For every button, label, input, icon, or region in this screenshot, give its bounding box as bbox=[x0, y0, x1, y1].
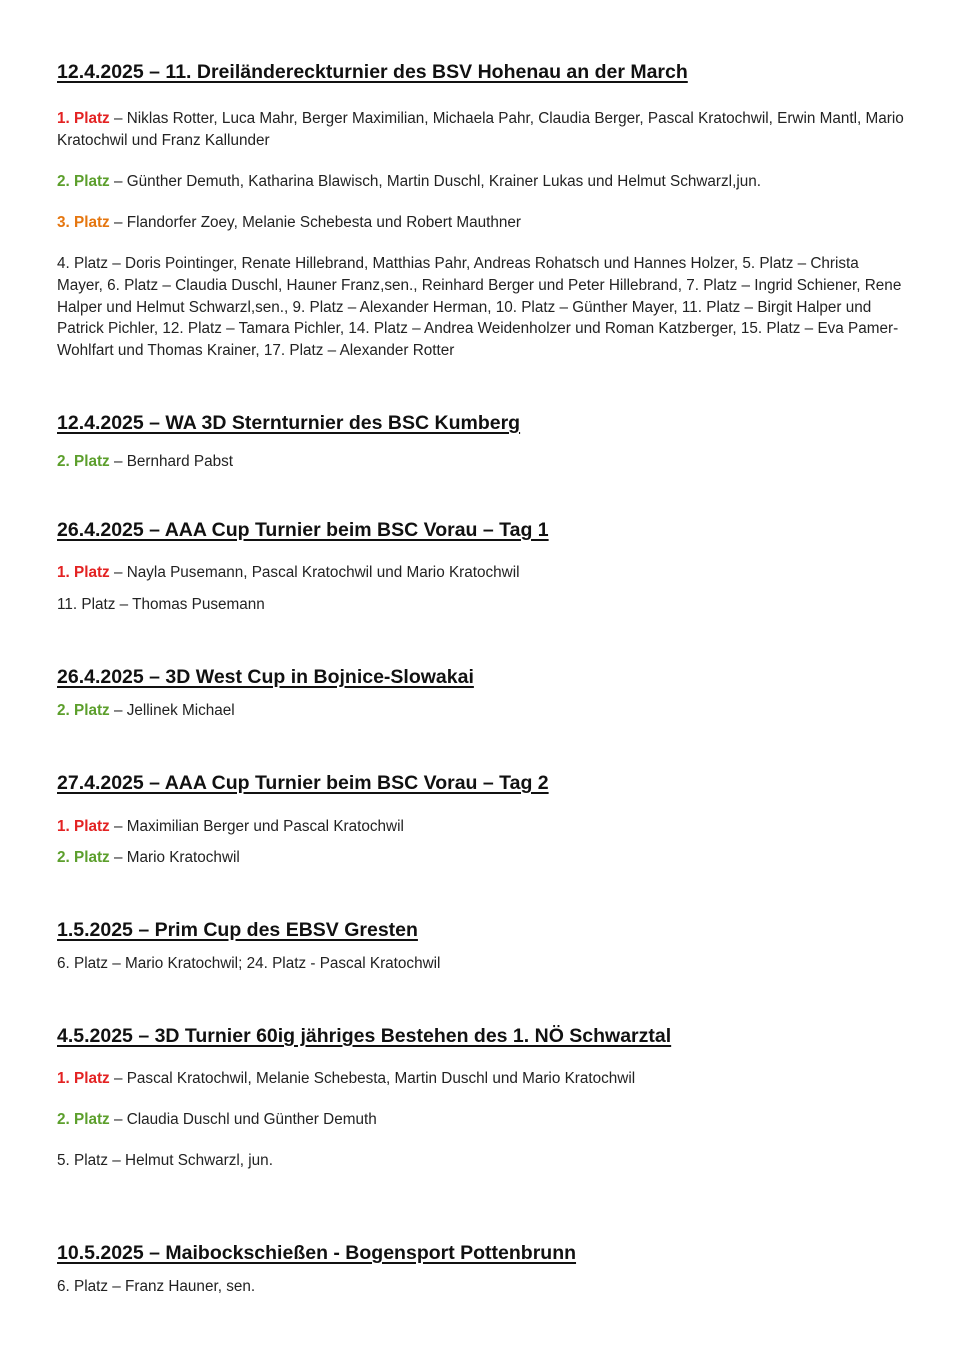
place-label: 2. Platz bbox=[57, 1111, 110, 1128]
tournament-heading: 12.4.2025 – WA 3D Sternturnier des BSC Kumberg bbox=[57, 412, 521, 434]
tournament-heading: 12.4.2025 – 11. Dreiländereckturnier des BSV Hohenau an der March bbox=[57, 61, 688, 83]
tournament-section bbox=[57, 411, 907, 470]
result-line-third bbox=[57, 212, 907, 234]
tournament-section bbox=[57, 665, 907, 719]
tournament-section bbox=[57, 918, 907, 972]
place-label: 1. Platz bbox=[57, 818, 110, 835]
tournament-heading: 26.4.2025 – 3D West Cup in Bojnice-Slowakai bbox=[57, 666, 474, 688]
place-label: 2. Platz bbox=[57, 702, 110, 719]
tournament-section bbox=[57, 60, 907, 360]
participants: – Niklas Rotter, Luca Mahr, Berger Maximilian, Michaela Pahr, Claudia Berger, Pascal Kratochwil, Erwin Mantl, Mario Kratochwil und Franz Kallunder bbox=[57, 110, 904, 149]
participants: – Mario Kratochwil bbox=[109, 849, 240, 866]
tournament-heading: 26.4.2025 – AAA Cup Turnier beim BSC Vorau – Tag 1 bbox=[57, 519, 549, 541]
tournament-heading: 1.5.2025 – Prim Cup des EBSV Gresten bbox=[57, 919, 418, 941]
tournament-heading: 4.5.2025 – 3D Turnier 60ig jähriges Bestehen des 1. NÖ Schwarztal bbox=[57, 1025, 672, 1047]
participants: – Flandorfer Zoey, Melanie Schebesta und Robert Mauthner bbox=[109, 214, 521, 231]
result-line-other: 6. Platz – Franz Hauner, sen. bbox=[57, 1278, 256, 1295]
result-line-second bbox=[57, 451, 907, 473]
tournament-section bbox=[57, 1024, 907, 1169]
participants: – Günther Demuth, Katharina Blawisch, Martin Duschl, Krainer Lukas und Helmut Schwarzl,jun. bbox=[109, 173, 761, 190]
place-label: 1. Platz bbox=[57, 110, 110, 127]
result-line-second bbox=[57, 847, 907, 869]
place-label: 1. Platz bbox=[57, 1070, 110, 1087]
participants: – Pascal Kratochwil, Melanie Schebesta, Martin Duschl und Mario Kratochwil bbox=[109, 1070, 636, 1087]
result-line-first bbox=[57, 562, 907, 584]
result-line-second bbox=[57, 171, 907, 193]
participants: – Claudia Duschl und Günther Demuth bbox=[109, 1111, 377, 1128]
result-line-second bbox=[57, 1109, 907, 1131]
result-line-first bbox=[57, 816, 907, 838]
tournament-section bbox=[57, 1241, 907, 1295]
participants: – Bernhard Pabst bbox=[109, 453, 234, 470]
place-label: 1. Platz bbox=[57, 564, 110, 581]
place-label: 2. Platz bbox=[57, 849, 110, 866]
result-line-other: 4. Platz – Doris Pointinger, Renate Hillebrand, Matthias Pahr, Andreas Rohatsch und Hannes Holzer, 5. Platz – Christa Mayer, 6. Platz – Claudia Duschl, Hauner Franz,sen., Reinhard Berger und Peter Hillebrand, 7. Platz – Ingrid Schiener, Rene Halper und Helmut Schwarzl,sen., 9. Platz – Alexander Herman, 10. Platz – Günther Mayer, 11. Platz – Birgit Halper und Patrick Pichler, 12. Platz – Tamara Pichler, 14. Platz – Andrea Weidenholzer und Roman Katzberger, 15. Platz – Eva Pamer-Wohlfart und Thomas Krainer, 17. Platz – Alexander Rotter bbox=[57, 255, 902, 360]
place-label: 3. Platz bbox=[57, 214, 110, 231]
tournament-heading: 10.5.2025 – Maibockschießen - Bogensport Pottenbrunn bbox=[57, 1242, 577, 1264]
result-line-first bbox=[57, 1068, 907, 1090]
result-line-other: 5. Platz – Helmut Schwarzl, jun. bbox=[57, 1152, 273, 1169]
participants: – Jellinek Michael bbox=[109, 702, 235, 719]
participants: – Maximilian Berger und Pascal Kratochwil bbox=[109, 818, 404, 835]
result-line-other: 6. Platz – Mario Kratochwil; 24. Platz - Pascal Kratochwil bbox=[57, 955, 441, 972]
tournament-section bbox=[57, 518, 907, 613]
participants: – Nayla Pusemann, Pascal Kratochwil und Mario Kratochwil bbox=[109, 564, 520, 581]
result-line-other: 11. Platz – Thomas Pusemann bbox=[57, 596, 265, 613]
tournament-section bbox=[57, 771, 907, 866]
tournament-heading: 27.4.2025 – AAA Cup Turnier beim BSC Vorau – Tag 2 bbox=[57, 772, 549, 794]
place-label: 2. Platz bbox=[57, 453, 110, 470]
place-label: 2. Platz bbox=[57, 173, 110, 190]
result-line-first bbox=[57, 108, 907, 152]
result-line-second bbox=[57, 700, 907, 722]
